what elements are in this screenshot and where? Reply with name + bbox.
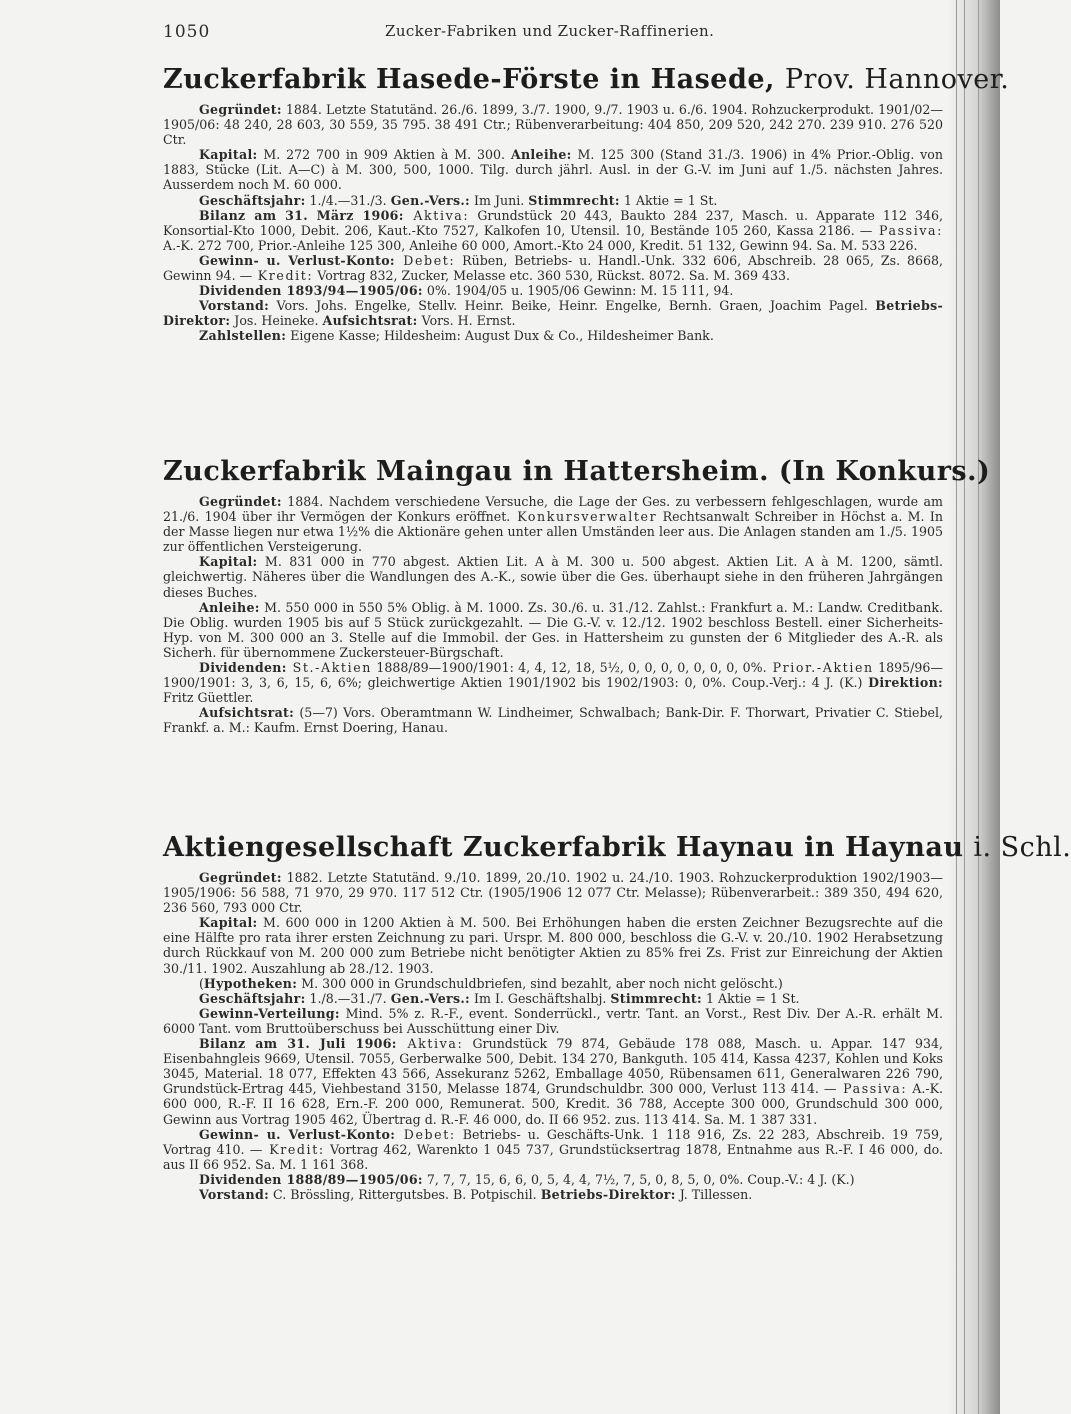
paragraph-text: C. Brössling, Rittergutsbes. B. Potpischil. <box>269 1186 541 1202</box>
spaced-term: St.-Aktien <box>286 660 372 676</box>
entry-paragraph <box>163 554 943 599</box>
page-number: 1050 <box>163 22 211 42</box>
entry-paragraph <box>163 1187 943 1202</box>
binding-line <box>956 0 957 1414</box>
paragraph-text: Vortrag 832, Zucker, Melasse etc. 360 530, Rückst. 8072. Sa. M. 369 433. <box>313 268 791 284</box>
spaced-term: Aktiva: <box>396 1036 464 1052</box>
entry-paragraph <box>163 705 943 735</box>
paragraph-text: M. 272 700 in 909 Aktien à M. 300. <box>257 147 511 163</box>
paragraph-text: 0%. 1904/05 u. 1905/06 Gewinn: M. 15 111, 94. <box>422 283 734 299</box>
spaced-term: Passiva: <box>836 1081 908 1097</box>
entry-paragraph <box>163 102 943 147</box>
company-entry <box>163 64 1010 344</box>
paragraph-text: 1./8.—31./7. <box>305 990 391 1006</box>
paragraph-text: 1 Aktie = 1 St. <box>619 192 718 208</box>
field-label: Gegründet: <box>199 870 282 885</box>
entry-title-main: Aktiengesellschaft Zuckerfabrik Haynau in Haynau <box>163 832 964 863</box>
entry-paragraph <box>163 600 943 660</box>
entry-paragraph <box>163 208 943 253</box>
entry-paragraph <box>163 193 943 208</box>
paragraph-text: J. Tillessen. <box>675 1186 753 1202</box>
field-label: Geschäftsjahr: <box>199 990 306 1006</box>
paragraph-text: Im I. Geschäftshalbj. <box>470 990 611 1006</box>
paragraph-text: M. 125 300 (Stand 31./3. 1906) in 4% Prior.-Oblig. von 1883, Stücke (Lit. A—C) à M. 300, 500, 1000. Tilg. durch jährl. Ausl. in der G.-V. im Juni auf 1./5. nächsten Jahres. Ausserdem noch M. 60 000. <box>163 147 943 193</box>
field-label: Gewinn-Verteilung: <box>199 1005 340 1021</box>
paragraph-text: Eigene Kasse; Hildesheim: August Dux & Co., Hildesheimer Bank. <box>286 328 714 344</box>
field-label: Stimmrecht: <box>528 192 620 208</box>
field-label: Aufsichtsrat: <box>199 705 295 721</box>
field-label: Aufsichtsrat: <box>322 313 418 329</box>
paragraph-text: Vors. Johs. Engelke, Stellv. Heinr. Beike, Heinr. Engelke, Bernh. Graen, Joachim Pagel. <box>269 298 876 314</box>
field-label: Bilanz am 31. Juli 1906: <box>199 1036 397 1052</box>
paragraph-text: 1884. Letzte Statutänd. 26./6. 1899, 3./7. 1900, 9./7. 1903 u. 6./6. 1904. Rohzuckerprodukt. 1901/02—1905/06: 48 240, 28 603, 30 559, 35 795. 38 491 Ctr.; Rübenverarbeitung: 404 850, 209 520, 242 270. 239 910. 276 520 Ctr. <box>163 102 943 148</box>
entry-title-suffix: Prov. Hannover. <box>784 64 1010 95</box>
field-label: Vorstand: <box>199 298 270 314</box>
entry-paragraph <box>163 494 943 554</box>
paragraph-text: 7, 7, 7, 15, 6, 6, 0, 5, 4, 4, 7½, 7, 5, 0, 8, 5, 0, 0%. Coup.-V.: 4 J. (K.) <box>422 1171 855 1187</box>
field-label: Gewinn- u. Verlust-Konto: <box>199 252 395 268</box>
field-label: Stimmrecht: <box>610 990 702 1006</box>
spaced-term: Debet: <box>395 1126 456 1142</box>
paragraph-text: 1./4.—31./3. <box>305 192 391 208</box>
paragraph-text: Rechtsanwalt Schreiber in Höchst a. M. In der Masse liegen nur etwa 1½% die Aktionäre gehen unter allen Umständen leer aus. Die Anlagen standen am 1./5. 1905 zur öffentlichen Versteigerung. <box>163 509 943 555</box>
spaced-term: Aktiva: <box>403 207 470 223</box>
running-head: Zucker-Fabriken und Zucker-Raffinerien. <box>385 22 715 40</box>
entry-paragraph <box>163 283 943 298</box>
paragraph-text: Grundstück 79 874, Gebäude 178 088, Masch. u. Appar. 147 934, Eisenbahngleis 9669, Utensil. 7055, Gerberwalke 500, Debit. 134 270, Bankguth. 105 414, Kassa 4237, Kohlen und Koks 3045, Material. 18 077, Effekten 43 566, Assekuranz 5262, Emballage 4050, Rübensamen 611, Generalwaren 226 790, Grundstück-Ertrag 445, Viehbestand 3150, Melasse 1874, Grundschuldbr. 300 000, Verlust 113 414. — <box>163 1036 943 1097</box>
entry-title-main: Zuckerfabrik Maingau in Hattersheim. (In Konkurs.) <box>163 456 991 487</box>
entry-paragraph <box>163 253 943 283</box>
paragraph-text: Betriebs- u. Geschäfts-Unk. 1 118 916, Zs. 22 283, Abschreib. 19 759, Vortrag 410. — <box>163 1126 943 1157</box>
field-label: Kapital: <box>199 147 258 163</box>
entry-title <box>163 832 1071 864</box>
paragraph-text: A.-K. 272 700, Prior.-Anleihe 125 300, Anleihe 60 000, Amort.-Kto 24 000, Kredit. 51 132, Gewinn 94. Sa. M. 533 226. <box>163 237 918 253</box>
field-label: Direktion: <box>868 675 943 691</box>
book-binding-shadow <box>948 0 1000 1414</box>
company-entry <box>163 456 991 736</box>
entry-paragraph <box>163 915 943 975</box>
paragraph-text: Mind. 5% z. R.-F., event. Sonderrückl., vertr. Tant. an Vorst., Rest Div. Der A.-R. erhält M. 6000 Tant. vom Bruttoüberschuss bei Ausschüttung einer Div. <box>163 1005 943 1036</box>
entry-paragraph <box>163 1006 943 1036</box>
field-label: Vorstand: <box>199 1186 270 1202</box>
paragraph-text: Rüben, Betriebs- u. Handl.-Unk. 332 606, Abschreib. 28 065, Zs. 8668, Gewinn 94. — <box>163 252 944 284</box>
paragraph-text: (5—7) Vors. Oberamtmann W. Lindheimer, Schwalbach; Bank-Dir. F. Thorwart, Privatier C. Stiebel, Frankf. a. M.: Kaufm. Ernst Doering, Hanau. <box>163 705 943 736</box>
entry-paragraph <box>163 328 943 343</box>
entry-title-main: Zuckerfabrik Hasede-Förste in Hasede, <box>163 64 775 95</box>
company-entry <box>163 832 1071 1202</box>
entry-title-suffix: i. Schl. <box>973 832 1071 863</box>
field-label: Gewinn- u. Verlust-Konto: <box>199 1126 396 1142</box>
field-label: Dividenden: <box>199 660 287 676</box>
paragraph-text: Grundstück 20 443, Baukto 284 237, Masch. u. Apparate 112 346, Konsortial-Kto 1000, Debit. 206, Kaut.-Kto 7527, Kalkofen 10, Utensil. 10, Bestände 105 260, Kassa 2186. — <box>163 207 944 238</box>
paragraph-text: Jos. Heineke. <box>230 313 323 329</box>
spaced-term: Kredit: <box>252 268 314 284</box>
entry-paragraph <box>163 660 943 705</box>
spaced-term: Konkursverwalter <box>510 509 658 525</box>
paragraph-text: M. 550 000 in 550 5% Oblig. à M. 1000. Zs. 30./6. u. 31./12. Zahlst.: Frankfurt a. M.: Landw. Creditbank. Die Oblig. wurden 1905 bis auf 5 Stück zurückgezahlt. — Die G.-V. v. 12./12. 1902 beschloss Bestell. einer Sicherheits-Hyp. von M. 300 000 an 3. Stelle auf die Immobil. der Ges. in Hattersheim zu gunsten der 6 Mitglieder des A.-R. als Sicherh. für übernommene Zuckersteuer-Bürgschaft. <box>163 599 943 660</box>
entry-paragraph <box>163 147 943 192</box>
field-label: Betriebs-Direktor: <box>540 1186 676 1202</box>
paragraph-text: Im Juni. <box>470 192 529 208</box>
entry-paragraph <box>163 1172 943 1187</box>
field-label: Bilanz am 31. März 1906: <box>199 207 404 223</box>
page-header <box>163 22 943 46</box>
paragraph-text: ( <box>199 975 204 991</box>
binding-line <box>978 0 979 1414</box>
entry-paragraph <box>163 1036 943 1127</box>
binding-line <box>964 0 965 1414</box>
field-label: Hypotheken: <box>203 975 298 991</box>
paragraph-text: Fritz Güettler. <box>163 690 254 706</box>
entry-paragraph <box>163 870 943 915</box>
field-label: Kapital: <box>199 554 258 570</box>
entry-title <box>163 64 1010 96</box>
entry-title <box>163 456 991 488</box>
field-label: Kapital: <box>199 915 258 931</box>
spaced-term: Passiva: <box>872 222 944 238</box>
field-label: Betriebs-Direktor: <box>163 298 943 329</box>
field-label: Gen.-Vers.: <box>390 192 471 208</box>
spaced-term: Kredit: <box>262 1141 325 1157</box>
field-label: Dividenden 1888/89—1905/06: <box>199 1171 423 1187</box>
field-label: Anleihe: <box>199 599 260 615</box>
entry-paragraph <box>163 1127 943 1172</box>
field-label: Gegründet: <box>199 494 282 509</box>
entry-paragraph <box>163 298 943 328</box>
paragraph-text: 1888/89—1900/1901: 4, 4, 12, 18, 5½, 0, 0, 0, 0, 0, 0, 0, 0%. <box>371 660 767 676</box>
entry-body <box>163 102 943 344</box>
paragraph-text: 1 Aktie = 1 St. <box>701 990 800 1006</box>
paragraph-text: M. 600 000 in 1200 Aktien à M. 500. Bei Erhöhungen haben die ersten Zeichner Bezugsrechte auf die eine Hälfte pro rata ihrer ersten Zeichnung zu pari. Urspr. M. 800 000, beschloss die G.-V. v. 20./10. 1902 Herabsetzung durch Rückkauf von M. 200 000 zum Betriebe nicht benötigter Aktien zu 85% frei Zs. Frist zur Einreichung der Aktien 30./11. 1902. Auszahlung ab 28./12. 1903. <box>163 915 943 976</box>
field-label: Dividenden 1893/94—1905/06: <box>199 283 423 299</box>
entry-paragraph <box>163 976 943 991</box>
field-label: Gen.-Vers.: <box>390 990 471 1006</box>
spaced-term: Prior.-Aktien <box>766 660 874 676</box>
paragraph-text: 1884. Nachdem verschiedene Versuche, die Lage der Ges. zu verbessern fehlgeschlagen, wurde am 21./6. 1904 über ihr Vermögen der Konkurs eröffnet. <box>163 494 943 525</box>
paragraph-text: Vortrag 462, Warenkto 1 045 737, Grundstücksertrag 1878, Entnahme aus R.-F. I 46 000, do. aus II 66 952. Sa. M. 1 161 368. <box>163 1141 944 1172</box>
spaced-term: Debet: <box>394 252 456 268</box>
field-label: Geschäftsjahr: <box>199 192 306 208</box>
field-label: Gegründet: <box>199 102 282 117</box>
paragraph-text: Vors. H. Ernst. <box>417 313 516 329</box>
paragraph-text: 1895/96—1900/1901: 3, 3, 6, 15, 6, 6%; gleichwertige Aktien 1901/1902 bis 1902/1903: 0, 0%. Coup.-Verj.: 4 J. (K.) <box>163 660 943 691</box>
entry-body <box>163 870 943 1202</box>
entry-body <box>163 494 943 736</box>
field-label: Anleihe: <box>510 147 572 163</box>
paragraph-text: M. 831 000 in 770 abgest. Aktien Lit. A à M. 300 u. 500 abgest. Aktien Lit. A à M. 1200, sämtl. gleichwertig. Näheres über die Wandlungen des A.-K., sowie über die Ges. überhaupt siehe in den früheren Jahrgängen dieses Buches. <box>163 554 943 600</box>
paragraph-text: 1882. Letzte Statutänd. 9./10. 1899, 20./10. 1902 u. 24./10. 1903. Rohzuckerproduktion 1902/1903—1905/1906: 56 588, 71 970, 29 970. 117 512 Ctr. (1905/1906 12 077 Ctr. Melasse); Rübenverarbeit.: 389 350, 494 620, 236 560, 793 000 Ctr. <box>163 870 943 916</box>
paragraph-text: M. 300 000 in Grundschuldbriefen, sind bezahlt, aber noch nicht gelöscht.) <box>297 975 783 991</box>
field-label: Zahlstellen: <box>199 328 287 344</box>
entry-paragraph <box>163 991 943 1006</box>
paragraph-text: A.-K. 600 000, R.-F. II 16 628, Ern.-F. 200 000, Remunerat. 500, Kredit. 36 788, Accepte 300 000, Grundschuld 300 000, Gewinn aus Vortrag 1905 462, Übertrag d. R.-F. 46 000, do. II 66 952. zus. 113 414. Sa. M. 1 387 331. <box>163 1081 943 1127</box>
